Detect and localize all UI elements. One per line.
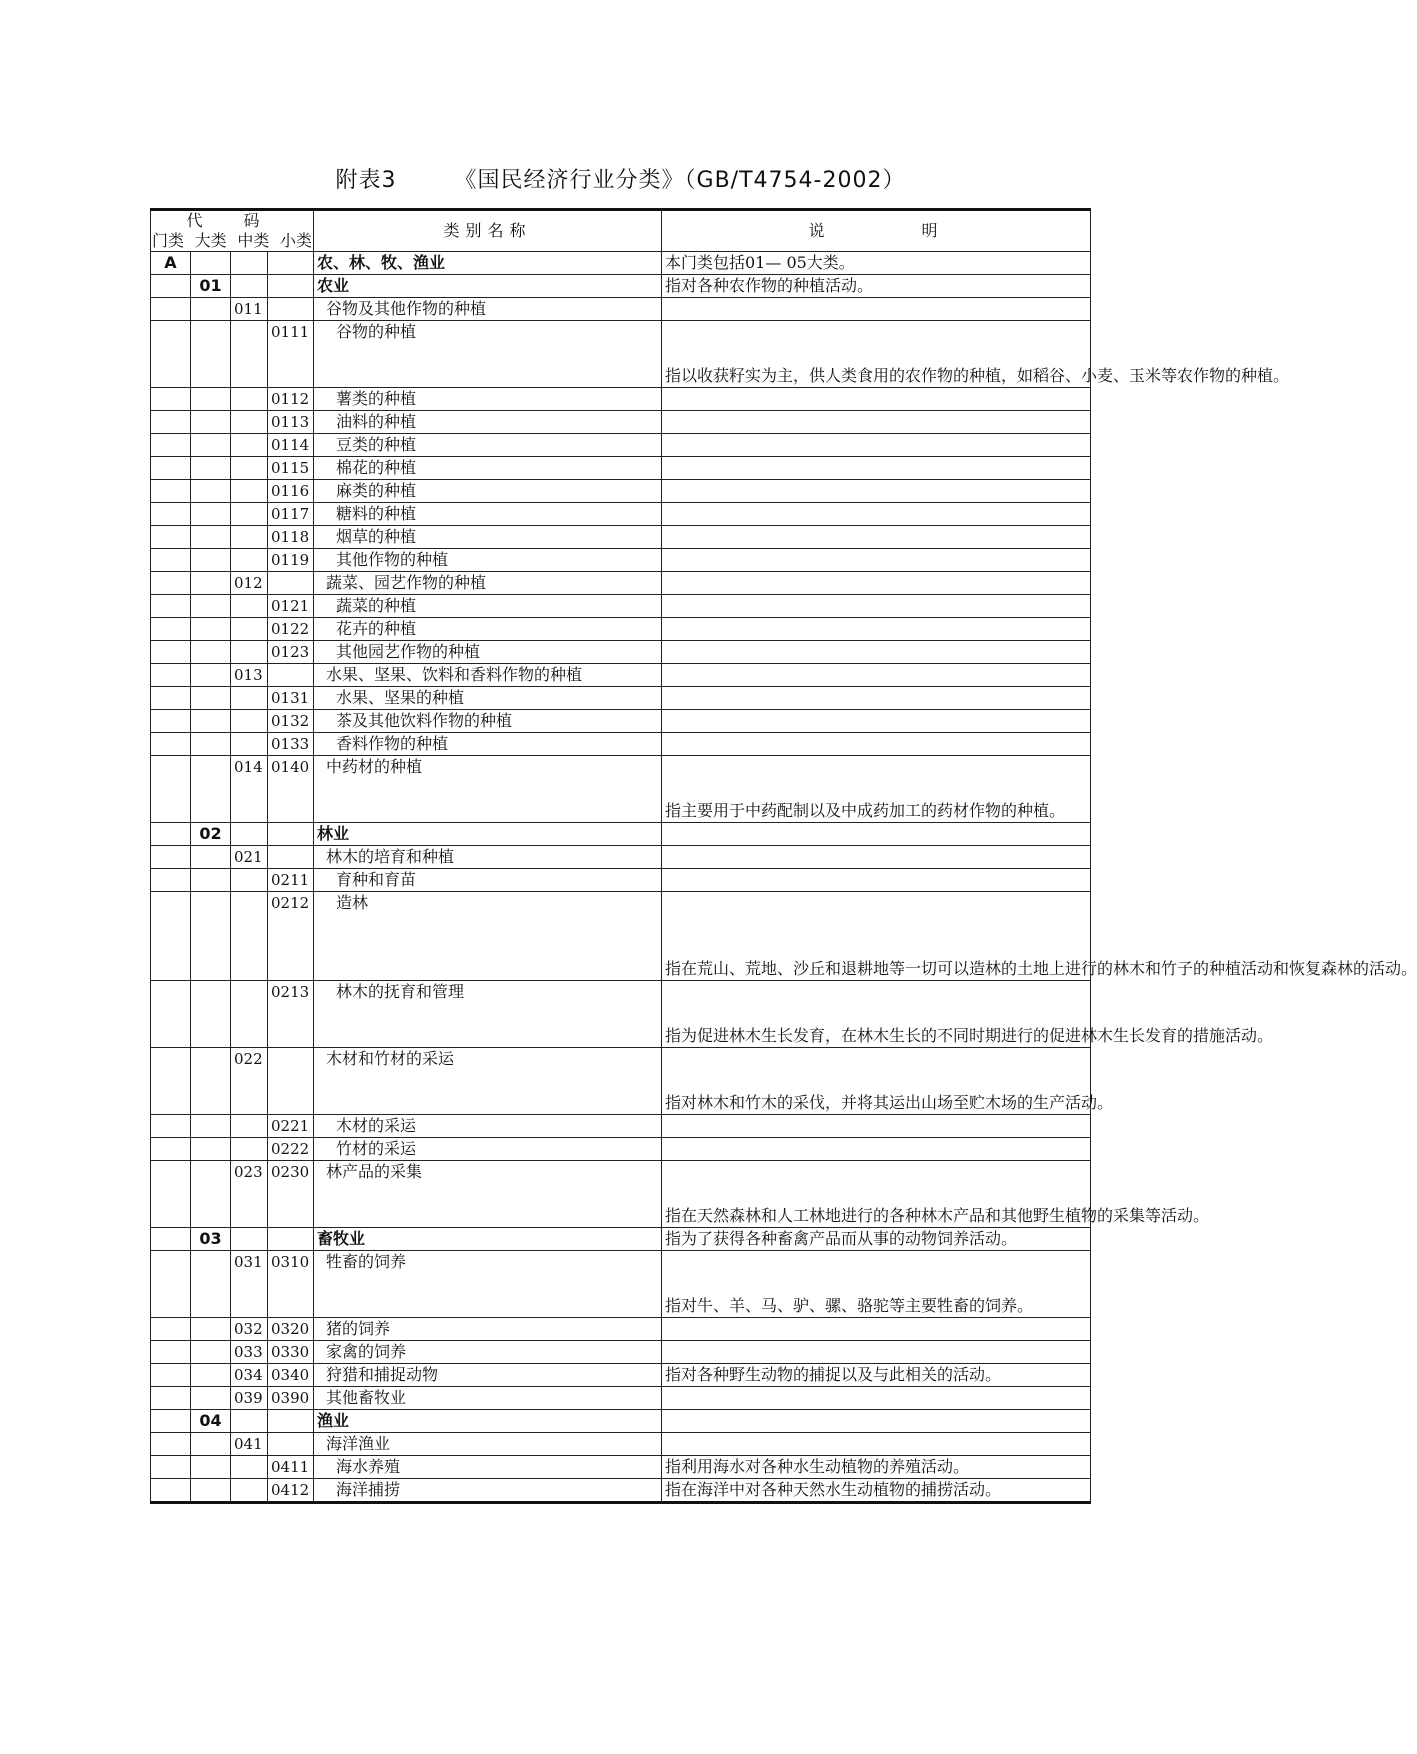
- xiao-code: 0310: [268, 1251, 314, 1318]
- da-code: [191, 503, 231, 526]
- men-code: [151, 298, 191, 321]
- men-code: [151, 664, 191, 687]
- header-desc: 说 明: [662, 210, 1091, 252]
- category-name: 水果、坚果的种植: [314, 687, 662, 710]
- table-row: [151, 480, 1091, 503]
- category-desc: [662, 687, 1091, 710]
- xiao-code: 0320: [268, 1318, 314, 1341]
- da-code: [191, 298, 231, 321]
- xiao-code: [268, 664, 314, 687]
- category-desc: 指在海洋中对各种天然水生动植物的捕捞活动。: [662, 1479, 1091, 1503]
- da-code: [191, 846, 231, 869]
- xiao-code: [268, 275, 314, 298]
- zhong-code: [231, 710, 268, 733]
- table-row: [151, 710, 1091, 733]
- zhong-code: [231, 1138, 268, 1161]
- men-code: [151, 823, 191, 846]
- xiao-code: 0111: [268, 321, 314, 388]
- zhong-code: 022: [231, 1048, 268, 1115]
- da-code: 01: [191, 275, 231, 298]
- da-code: [191, 1161, 231, 1228]
- code-header: [151, 210, 314, 252]
- xiao-code: 0114: [268, 434, 314, 457]
- header-da: 大类: [194, 231, 227, 250]
- xiao-code: 0133: [268, 733, 314, 756]
- table-row: [151, 664, 1091, 687]
- xiao-code: [268, 1433, 314, 1456]
- category-desc: [662, 411, 1091, 434]
- header-xiao: 小类: [279, 231, 312, 250]
- category-desc: 指对各种野生动物的捕捉以及与此相关的活动。: [662, 1364, 1091, 1387]
- da-code: [191, 869, 231, 892]
- xiao-code: 0213: [268, 981, 314, 1048]
- category-name: 猪的饲养: [314, 1318, 662, 1341]
- header-zhong: 中类: [237, 231, 270, 250]
- xiao-code: 0115: [268, 457, 314, 480]
- da-code: [191, 618, 231, 641]
- category-desc: 指对林木和竹木的采伐，并将其运出山场至贮木场的生产活动。: [662, 1048, 1091, 1115]
- category-desc: [662, 1138, 1091, 1161]
- xiao-code: 0112: [268, 388, 314, 411]
- table-row: [151, 526, 1091, 549]
- xiao-code: [268, 1228, 314, 1251]
- da-code: [191, 457, 231, 480]
- table-row: [151, 572, 1091, 595]
- zhong-code: [231, 1410, 268, 1433]
- xiao-code: 0412: [268, 1479, 314, 1503]
- page-title-prefix: 附表3: [335, 168, 397, 193]
- table-row: [151, 275, 1091, 298]
- xiao-code: 0121: [268, 595, 314, 618]
- table-row: [151, 687, 1091, 710]
- zhong-code: 023: [231, 1161, 268, 1228]
- classification-table: [150, 208, 1417, 1504]
- da-code: 03: [191, 1228, 231, 1251]
- da-code: [191, 1341, 231, 1364]
- men-code: [151, 549, 191, 572]
- category-desc: [662, 457, 1091, 480]
- men-code: [151, 1479, 191, 1503]
- category-desc: 指对牛、羊、马、驴、骡、骆驼等主要牲畜的饲养。: [662, 1251, 1091, 1318]
- men-code: [151, 1138, 191, 1161]
- zhong-code: [231, 1456, 268, 1479]
- table-row: [151, 756, 1091, 823]
- da-code: [191, 572, 231, 595]
- table-row: [151, 298, 1091, 321]
- category-name: 造林: [314, 892, 662, 981]
- da-code: [191, 687, 231, 710]
- da-code: [191, 1115, 231, 1138]
- da-code: [191, 733, 231, 756]
- xiao-code: 0132: [268, 710, 314, 733]
- men-code: [151, 1048, 191, 1115]
- table-row: [151, 733, 1091, 756]
- table-row: [151, 1115, 1091, 1138]
- category-name: 育种和育苗: [314, 869, 662, 892]
- men-code: [151, 687, 191, 710]
- table-row: [151, 892, 1091, 981]
- men-code: [151, 1318, 191, 1341]
- men-code: [151, 869, 191, 892]
- men-code: [151, 411, 191, 434]
- category-name: 海水养殖: [314, 1456, 662, 1479]
- table-row: [151, 1364, 1091, 1387]
- table-row: [151, 1048, 1091, 1115]
- category-name: 豆类的种植: [314, 434, 662, 457]
- category-name: 油料的种植: [314, 411, 662, 434]
- category-desc: 本门类包括01— 05大类。: [662, 252, 1091, 275]
- category-name: 糖料的种植: [314, 503, 662, 526]
- men-code: [151, 1341, 191, 1364]
- table-row: [151, 823, 1091, 846]
- table-row: [151, 1387, 1091, 1410]
- table-row: [151, 1251, 1091, 1318]
- xiao-code: 0119: [268, 549, 314, 572]
- men-code: [151, 641, 191, 664]
- da-code: [191, 892, 231, 981]
- xiao-code: [268, 298, 314, 321]
- category-desc: [662, 1341, 1091, 1364]
- zhong-code: [231, 981, 268, 1048]
- da-code: [191, 1048, 231, 1115]
- xiao-code: [268, 846, 314, 869]
- da-code: [191, 1251, 231, 1318]
- zhong-code: 011: [231, 298, 268, 321]
- xiao-code: 0330: [268, 1341, 314, 1364]
- category-desc: [662, 388, 1091, 411]
- page-title: [0, 163, 1241, 194]
- da-code: [191, 321, 231, 388]
- zhong-code: [231, 526, 268, 549]
- zhong-code: 034: [231, 1364, 268, 1387]
- table-row: [151, 1433, 1091, 1456]
- table-row: [151, 869, 1091, 892]
- zhong-code: [231, 1228, 268, 1251]
- code-header-label: 代 码: [186, 211, 278, 230]
- zhong-code: [231, 549, 268, 572]
- category-name: 林业: [314, 823, 662, 846]
- category-desc: 指主要用于中药配制以及中成药加工的药材作物的种植。: [662, 756, 1091, 823]
- xiao-code: 0123: [268, 641, 314, 664]
- men-code: [151, 595, 191, 618]
- category-name: 谷物的种植: [314, 321, 662, 388]
- category-name: 牲畜的饲养: [314, 1251, 662, 1318]
- category-name: 其他园艺作物的种植: [314, 641, 662, 664]
- da-code: [191, 1387, 231, 1410]
- category-desc: [662, 733, 1091, 756]
- men-code: [151, 892, 191, 981]
- table-row: [151, 1138, 1091, 1161]
- zhong-code: [231, 252, 268, 275]
- xiao-code: 0122: [268, 618, 314, 641]
- category-desc: [662, 1115, 1091, 1138]
- page-title-main: 《国民经济行业分类》（GB/T4754-2002）: [454, 168, 906, 193]
- da-code: [191, 1364, 231, 1387]
- men-code: [151, 710, 191, 733]
- category-desc: 指为了获得各种畜禽产品而从事的动物饲养活动。: [662, 1228, 1091, 1251]
- table-row: [151, 1318, 1091, 1341]
- category-name: 中药材的种植: [314, 756, 662, 823]
- zhong-code: 033: [231, 1341, 268, 1364]
- category-name: 林木的培育和种植: [314, 846, 662, 869]
- zhong-code: [231, 1115, 268, 1138]
- zhong-code: [231, 321, 268, 388]
- category-name: 狩猎和捕捉动物: [314, 1364, 662, 1387]
- men-code: [151, 1364, 191, 1387]
- table-row: [151, 549, 1091, 572]
- category-name: 水果、坚果、饮料和香料作物的种植: [314, 664, 662, 687]
- men-code: [151, 1115, 191, 1138]
- zhong-code: [231, 823, 268, 846]
- category-name: 畜牧业: [314, 1228, 662, 1251]
- men-code: [151, 480, 191, 503]
- zhong-code: [231, 869, 268, 892]
- table-row: [151, 457, 1091, 480]
- category-name: 林木的抚育和管理: [314, 981, 662, 1048]
- category-name: 木材和竹材的采运: [314, 1048, 662, 1115]
- table-row: [151, 1228, 1091, 1251]
- category-desc: [662, 526, 1091, 549]
- da-code: 04: [191, 1410, 231, 1433]
- xiao-code: [268, 1048, 314, 1115]
- table-row: [151, 846, 1091, 869]
- xiao-code: 0212: [268, 892, 314, 981]
- table-row: [151, 1341, 1091, 1364]
- category-desc: 指以收获籽实为主，供人类食用的农作物的种植，如稻谷、小麦、玉米等农作物的种植。: [662, 321, 1091, 388]
- category-name: 海洋捕捞: [314, 1479, 662, 1503]
- men-code: [151, 526, 191, 549]
- zhong-code: 041: [231, 1433, 268, 1456]
- xiao-code: 0222: [268, 1138, 314, 1161]
- category-name: 棉花的种植: [314, 457, 662, 480]
- category-name: 农、林、牧、渔业: [314, 252, 662, 275]
- category-desc: [662, 618, 1091, 641]
- zhong-code: [231, 595, 268, 618]
- category-desc: 指利用海水对各种水生动植物的养殖活动。: [662, 1456, 1091, 1479]
- table-row: [151, 1479, 1091, 1503]
- xiao-code: [268, 252, 314, 275]
- men-code: [151, 733, 191, 756]
- zhong-code: [231, 503, 268, 526]
- category-desc: [662, 869, 1091, 892]
- category-name: 木材的采运: [314, 1115, 662, 1138]
- category-desc: [662, 641, 1091, 664]
- xiao-code: 0113: [268, 411, 314, 434]
- category-desc: [662, 823, 1091, 846]
- xiao-code: 0340: [268, 1364, 314, 1387]
- table-row: [151, 434, 1091, 457]
- category-name: 蔬菜、园艺作物的种植: [314, 572, 662, 595]
- men-code: [151, 503, 191, 526]
- category-name: 其他畜牧业: [314, 1387, 662, 1410]
- men-code: [151, 756, 191, 823]
- xiao-code: [268, 1410, 314, 1433]
- category-desc: 指为促进林木生长发育，在林木生长的不同时期进行的促进林木生长发育的措施活动。: [662, 981, 1091, 1048]
- table-row: [151, 252, 1091, 275]
- category-desc: 指对各种农作物的种植活动。: [662, 275, 1091, 298]
- xiao-code: 0211: [268, 869, 314, 892]
- zhong-code: [231, 411, 268, 434]
- da-code: [191, 664, 231, 687]
- category-desc: [662, 572, 1091, 595]
- da-code: [191, 710, 231, 733]
- category-desc: [662, 434, 1091, 457]
- zhong-code: [231, 1479, 268, 1503]
- men-code: [151, 1251, 191, 1318]
- xiao-code: [268, 823, 314, 846]
- xiao-code: 0140: [268, 756, 314, 823]
- xiao-code: 0221: [268, 1115, 314, 1138]
- category-desc: [662, 1433, 1091, 1456]
- category-name: 其他作物的种植: [314, 549, 662, 572]
- table-row: [151, 1410, 1091, 1433]
- table-row: [151, 388, 1091, 411]
- da-code: [191, 434, 231, 457]
- da-code: [191, 756, 231, 823]
- men-code: [151, 457, 191, 480]
- men-code: [151, 1433, 191, 1456]
- xiao-code: 0411: [268, 1456, 314, 1479]
- da-code: [191, 1456, 231, 1479]
- category-name: 薯类的种植: [314, 388, 662, 411]
- category-name: 林产品的采集: [314, 1161, 662, 1228]
- category-desc: 指在天然森林和人工林地进行的各种林木产品和其他野生植物的采集等活动。: [662, 1161, 1091, 1228]
- table-row: [151, 595, 1091, 618]
- table-row: [151, 981, 1091, 1048]
- da-code: [191, 388, 231, 411]
- category-desc: [662, 549, 1091, 572]
- men-code: [151, 981, 191, 1048]
- da-code: [191, 549, 231, 572]
- da-code: [191, 981, 231, 1048]
- xiao-code: 0118: [268, 526, 314, 549]
- table-row: [151, 411, 1091, 434]
- table-row: [151, 1161, 1091, 1228]
- men-code: [151, 1456, 191, 1479]
- men-code: [151, 1161, 191, 1228]
- header-men: 门类: [152, 231, 185, 250]
- table-row: [151, 321, 1091, 388]
- zhong-code: 021: [231, 846, 268, 869]
- zhong-code: 032: [231, 1318, 268, 1341]
- category-desc: [662, 1318, 1091, 1341]
- category-name: 家禽的饲养: [314, 1341, 662, 1364]
- men-code: [151, 1387, 191, 1410]
- header-name: 类别名称: [314, 210, 662, 252]
- xiao-code: 0116: [268, 480, 314, 503]
- da-code: [191, 252, 231, 275]
- xiao-code: 0131: [268, 687, 314, 710]
- table-header-row: [151, 210, 1091, 252]
- zhong-code: [231, 480, 268, 503]
- category-desc: [662, 664, 1091, 687]
- da-code: [191, 641, 231, 664]
- category-desc: [662, 1410, 1091, 1433]
- zhong-code: 031: [231, 1251, 268, 1318]
- men-code: [151, 388, 191, 411]
- category-desc: 指在荒山、荒地、沙丘和退耕地等一切可以造林的土地上进行的林木和竹子的种植活动和恢复森林的活动。: [662, 892, 1091, 981]
- men-code: [151, 1410, 191, 1433]
- zhong-code: [231, 618, 268, 641]
- category-desc: [662, 710, 1091, 733]
- category-desc: [662, 1387, 1091, 1410]
- men-code: [151, 572, 191, 595]
- men-code: [151, 321, 191, 388]
- zhong-code: [231, 892, 268, 981]
- da-code: [191, 1138, 231, 1161]
- category-desc: [662, 480, 1091, 503]
- category-name: 农业: [314, 275, 662, 298]
- zhong-code: [231, 388, 268, 411]
- category-name: 海洋渔业: [314, 1433, 662, 1456]
- men-code: [151, 275, 191, 298]
- category-name: 麻类的种植: [314, 480, 662, 503]
- da-code: [191, 411, 231, 434]
- men-code: [151, 434, 191, 457]
- category-name: 花卉的种植: [314, 618, 662, 641]
- zhong-code: 012: [231, 572, 268, 595]
- da-code: 02: [191, 823, 231, 846]
- table-row: [151, 618, 1091, 641]
- zhong-code: [231, 733, 268, 756]
- men-code: A: [151, 252, 191, 275]
- da-code: [191, 1433, 231, 1456]
- men-code: [151, 1228, 191, 1251]
- xiao-code: 0117: [268, 503, 314, 526]
- category-name: 香料作物的种植: [314, 733, 662, 756]
- zhong-code: 013: [231, 664, 268, 687]
- category-desc: [662, 503, 1091, 526]
- zhong-code: [231, 641, 268, 664]
- zhong-code: [231, 687, 268, 710]
- table-row: [151, 641, 1091, 664]
- zhong-code: 039: [231, 1387, 268, 1410]
- zhong-code: [231, 457, 268, 480]
- category-desc: [662, 595, 1091, 618]
- zhong-code: 014: [231, 756, 268, 823]
- da-code: [191, 595, 231, 618]
- xiao-code: 0390: [268, 1387, 314, 1410]
- category-desc: [662, 846, 1091, 869]
- category-name: 渔业: [314, 1410, 662, 1433]
- table-row: [151, 503, 1091, 526]
- da-code: [191, 526, 231, 549]
- category-desc: [662, 298, 1091, 321]
- da-code: [191, 480, 231, 503]
- category-name: 烟草的种植: [314, 526, 662, 549]
- category-name: 竹材的采运: [314, 1138, 662, 1161]
- men-code: [151, 846, 191, 869]
- da-code: [191, 1318, 231, 1341]
- table-row: [151, 1456, 1091, 1479]
- category-name: 蔬菜的种植: [314, 595, 662, 618]
- category-name: 茶及其他饮料作物的种植: [314, 710, 662, 733]
- zhong-code: [231, 434, 268, 457]
- xiao-code: 0230: [268, 1161, 314, 1228]
- da-code: [191, 1479, 231, 1503]
- men-code: [151, 618, 191, 641]
- xiao-code: [268, 572, 314, 595]
- zhong-code: [231, 275, 268, 298]
- category-name: 谷物及其他作物的种植: [314, 298, 662, 321]
